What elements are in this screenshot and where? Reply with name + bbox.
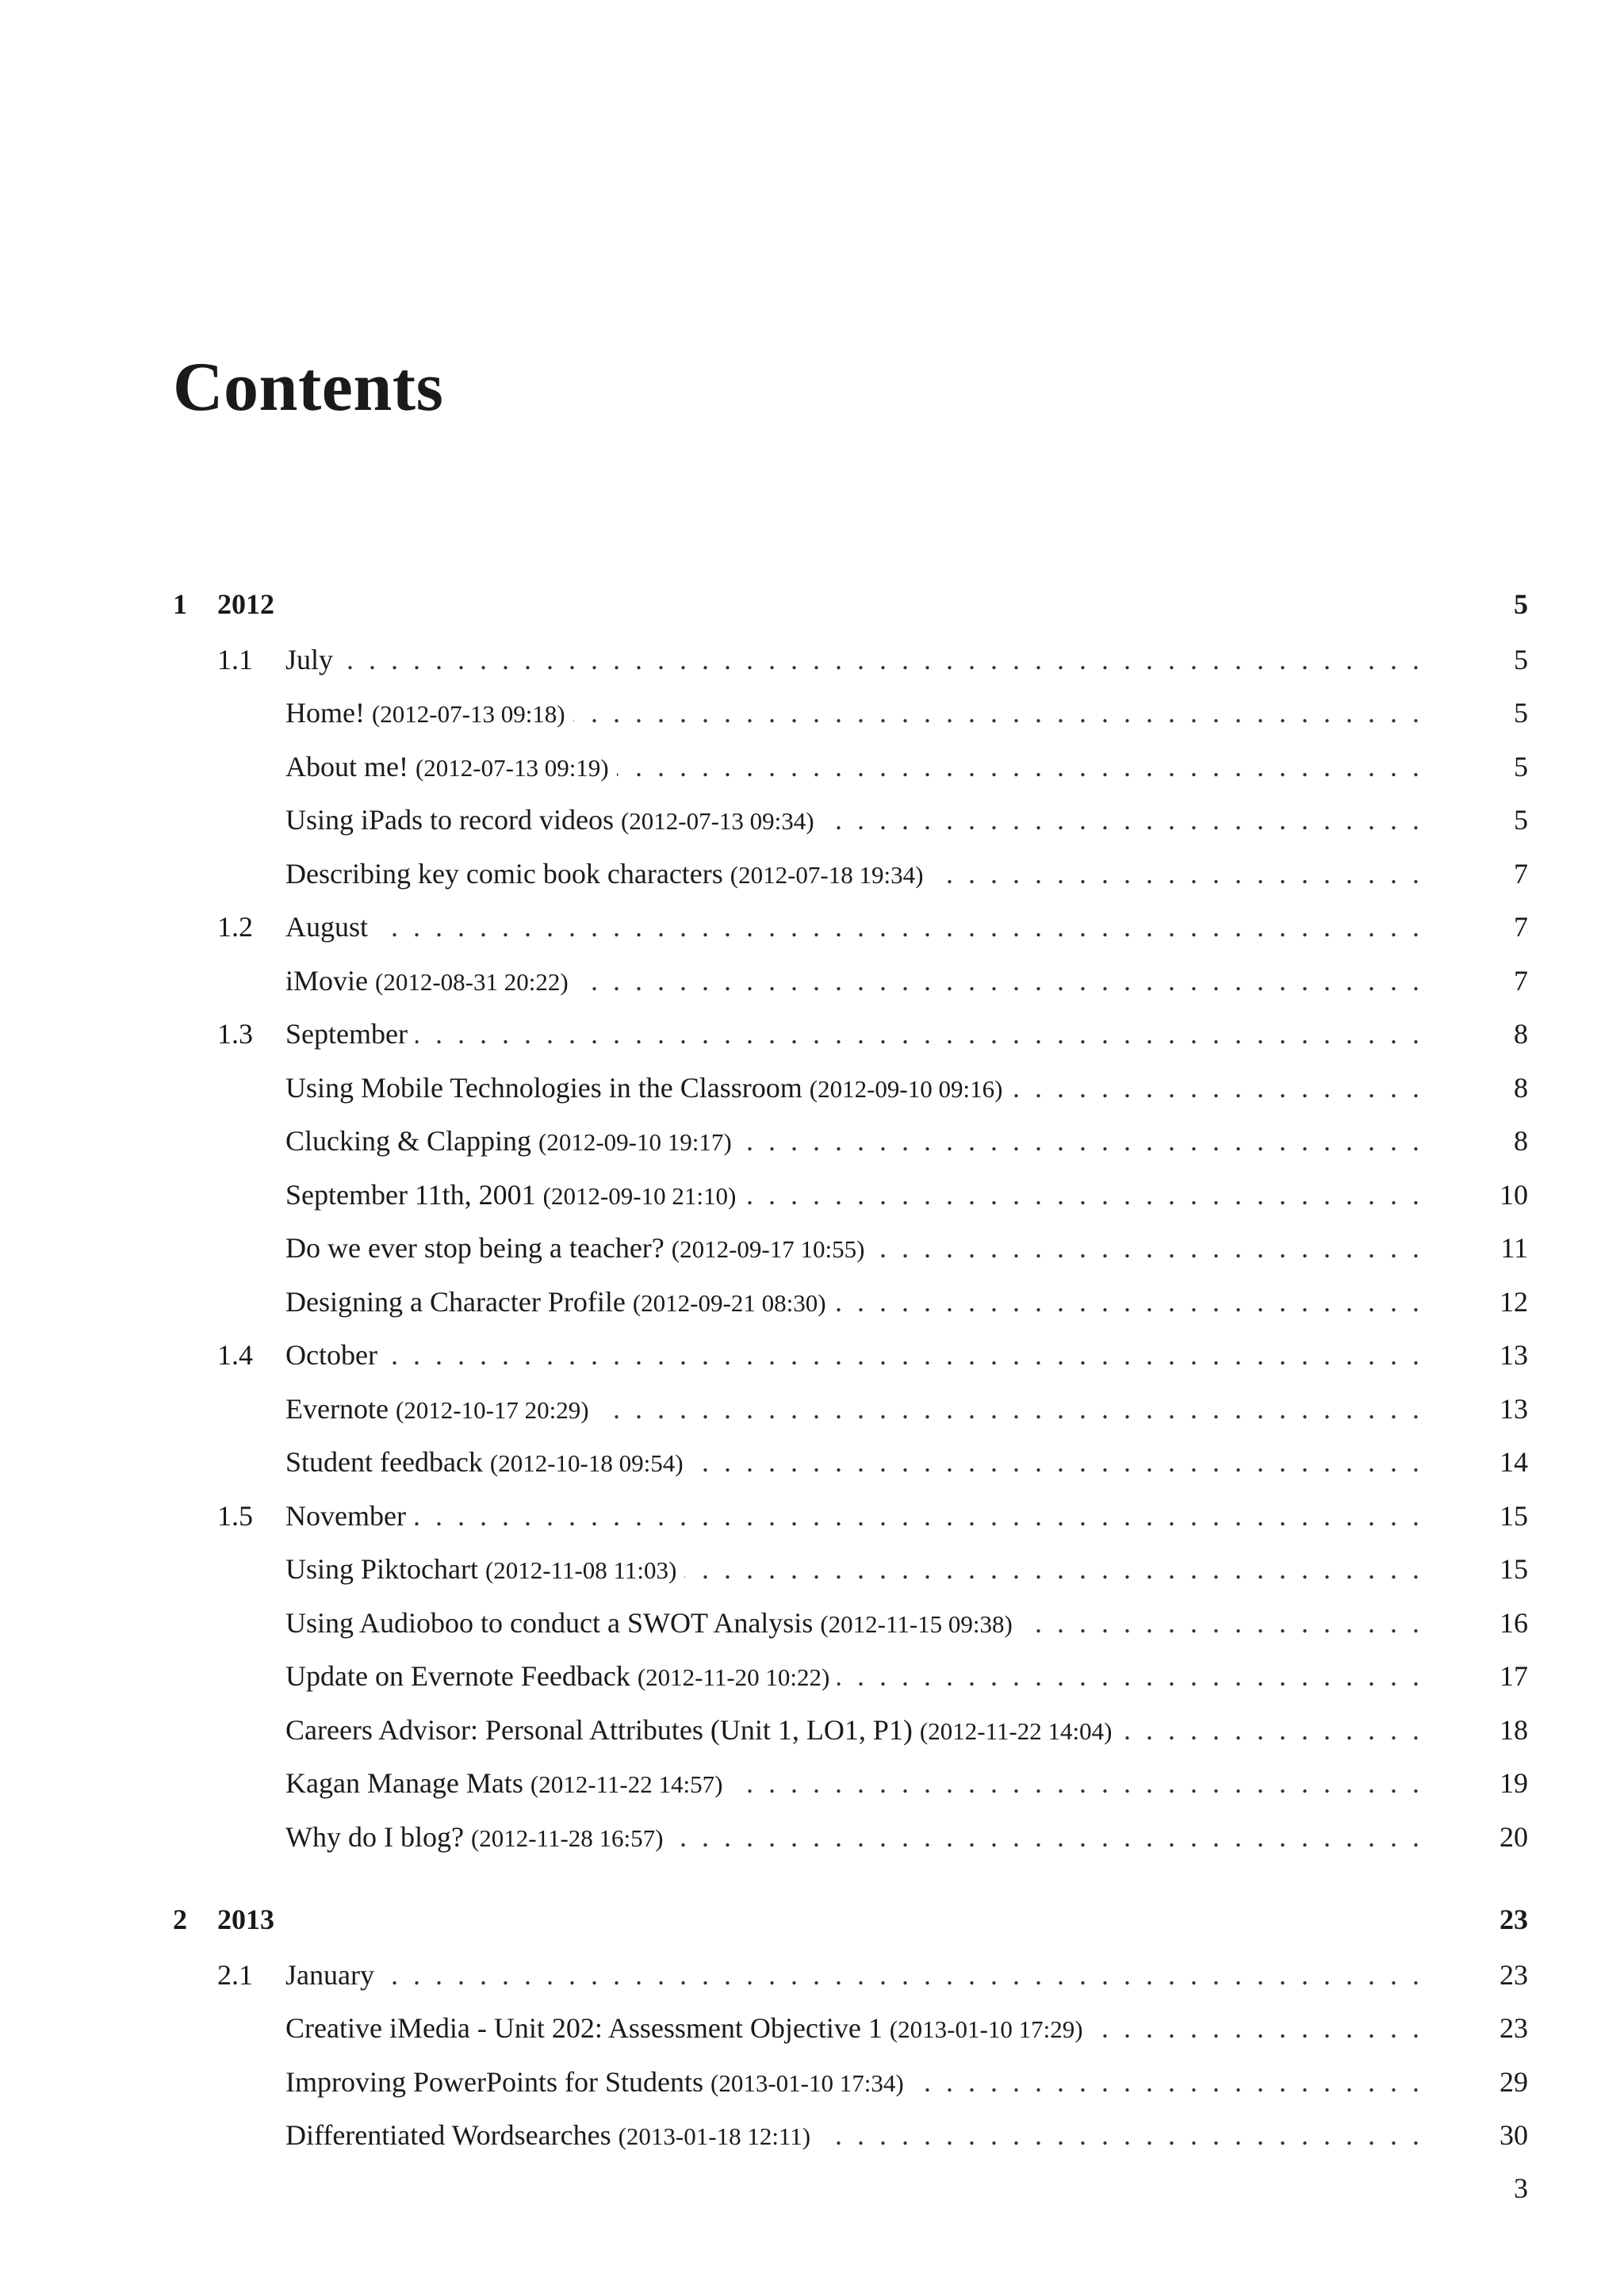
- entry-label: [285, 1223, 864, 1275]
- toc-entry-row: [0, 1812, 1624, 1862]
- toc-entry-row: [0, 1223, 1624, 1273]
- toc-entry-row: [0, 1705, 1624, 1755]
- entry-timestamp: (2012-11-20 10:22): [637, 1663, 830, 1691]
- entry-page-number: 18: [1500, 1713, 1528, 1746]
- entry-timestamp: (2012-09-10 09:16): [809, 1074, 1003, 1103]
- entry-title: Home!: [285, 697, 365, 729]
- section-number: 2.1: [217, 1958, 253, 1991]
- toc-section-row: [0, 1330, 1624, 1380]
- entry-timestamp: (2013-01-18 12:11): [618, 2122, 811, 2150]
- dot-leader: [671, 1812, 1419, 1862]
- toc-section-row: [0, 634, 1624, 685]
- section-title: November: [285, 1499, 406, 1532]
- toc-entry-row: [0, 848, 1624, 899]
- dot-leader: [730, 1758, 1419, 1808]
- toc-chapter-row: [0, 579, 1624, 629]
- entry-page-number: 16: [1500, 1606, 1528, 1639]
- entry-title: Using Audioboo to conduct a SWOT Analysis: [285, 1606, 814, 1639]
- entry-timestamp: (2012-10-18 09:54): [489, 1449, 684, 1477]
- section-page-number: 5: [1514, 643, 1528, 675]
- section-page-number: 7: [1514, 911, 1528, 943]
- chapter-title: 2013: [217, 1904, 274, 1935]
- entry-title: Differentiated Wordsearches: [285, 2119, 611, 2151]
- entry-title: About me!: [285, 750, 408, 783]
- entry-title: Using iPads to record videos: [285, 804, 614, 836]
- section-number: 1.5: [217, 1499, 253, 1532]
- dot-leader: [617, 741, 1419, 792]
- entry-page-number: 19: [1500, 1767, 1528, 1799]
- entry-label: [285, 1276, 826, 1329]
- section-number: 1.2: [217, 911, 253, 943]
- entry-label: [285, 848, 923, 901]
- entry-title: Why do I blog?: [285, 1820, 464, 1853]
- entry-timestamp: (2012-08-31 20:22): [375, 967, 569, 996]
- entry-title: Using Piktochart: [285, 1553, 478, 1585]
- entry-page-number: 13: [1500, 1392, 1528, 1425]
- toc-entry-row: [0, 1062, 1624, 1113]
- dot-leader: [912, 2057, 1419, 2107]
- entry-label: [285, 1651, 829, 1703]
- entry-timestamp: (2012-09-10 19:17): [538, 1128, 732, 1156]
- entry-timestamp: (2012-07-13 09:19): [415, 753, 609, 782]
- entry-label: [285, 741, 609, 794]
- entry-label: [285, 1758, 722, 1810]
- entry-page-number: 15: [1500, 1553, 1528, 1585]
- dot-leader: [872, 1223, 1419, 1273]
- entry-title: Update on Evernote Feedback: [285, 1660, 630, 1692]
- toc-entry-row: [0, 1383, 1624, 1434]
- entry-timestamp: (2012-11-28 16:57): [470, 1823, 664, 1852]
- dot-leader: [837, 1651, 1419, 1701]
- entry-label: [285, 1544, 676, 1596]
- dot-leader: [1010, 1062, 1419, 1113]
- entry-page-number: 30: [1500, 2119, 1528, 2151]
- toc-entry-row: [0, 1598, 1624, 1648]
- entry-label: [285, 2057, 904, 2109]
- toc-chapter-row: [0, 1894, 1624, 1945]
- section-number: 1.1: [217, 643, 253, 675]
- section-title: October: [285, 1339, 377, 1371]
- dot-leader: [818, 2110, 1419, 2160]
- entry-label: [285, 1383, 589, 1436]
- entry-label: [285, 1812, 663, 1864]
- dot-leader: [416, 1008, 1419, 1059]
- entry-timestamp: (2012-11-08 11:03): [485, 1556, 677, 1584]
- entry-page-number: 5: [1514, 804, 1528, 836]
- entry-timestamp: (2012-11-22 14:57): [530, 1770, 723, 1798]
- entry-timestamp: (2012-07-13 09:18): [371, 700, 565, 728]
- toc-entry-row: [0, 2003, 1624, 2053]
- chapter-number: 2: [173, 1904, 187, 1935]
- section-page-number: 13: [1500, 1339, 1528, 1371]
- entry-label: [285, 1598, 1013, 1650]
- entry-label: [285, 1705, 1112, 1757]
- toc-entry-row: [0, 955, 1624, 1006]
- entry-label: [285, 794, 814, 847]
- entry-label: [285, 2110, 810, 2162]
- entry-page-number: 10: [1500, 1178, 1528, 1211]
- entry-timestamp: (2012-07-13 09:34): [620, 807, 814, 835]
- section-page-number: 23: [1500, 1958, 1528, 1991]
- dot-leader: [597, 1383, 1419, 1434]
- section-page-number: 8: [1514, 1018, 1528, 1050]
- dot-leader: [1091, 2003, 1419, 2053]
- toc-entry-row: [0, 1758, 1624, 1808]
- entry-page-number: 7: [1514, 964, 1528, 997]
- entry-page-number: 14: [1500, 1446, 1528, 1478]
- entry-timestamp: (2012-09-21 08:30): [632, 1288, 826, 1317]
- toc-entry-row: [0, 1544, 1624, 1594]
- entry-label: [285, 2003, 1083, 2055]
- entry-page-number: 8: [1514, 1071, 1528, 1104]
- dot-leader: [691, 1437, 1419, 1487]
- entry-title: Evernote: [285, 1392, 389, 1425]
- chapter-title: 2012: [217, 588, 274, 620]
- toc-entry-row: [0, 794, 1624, 845]
- section-number: 1.3: [217, 1018, 253, 1050]
- entry-label: [285, 1437, 684, 1489]
- dot-leader: [341, 634, 1419, 685]
- chapter-page-number: 23: [1500, 1904, 1528, 1935]
- toc-entry-row: [0, 1115, 1624, 1166]
- entry-page-number: 12: [1500, 1285, 1528, 1318]
- entry-page-number: 5: [1514, 750, 1528, 783]
- entry-timestamp: (2012-09-17 10:55): [671, 1235, 865, 1263]
- toc-entry-row: [0, 2057, 1624, 2107]
- entry-title: Careers Advisor: Personal Attributes (Unit 1, LO1, P1): [285, 1713, 913, 1746]
- entry-page-number: 23: [1500, 2012, 1528, 2044]
- dot-leader: [576, 955, 1419, 1006]
- entry-label: [285, 1115, 732, 1168]
- entry-title: September 11th, 2001: [285, 1178, 536, 1211]
- dot-leader: [822, 794, 1419, 845]
- dot-leader: [834, 1276, 1419, 1327]
- dot-leader: [740, 1115, 1419, 1166]
- section-page-number: 15: [1500, 1499, 1528, 1532]
- entry-label: [285, 955, 569, 1008]
- chapter-number: 1: [173, 588, 187, 620]
- entry-timestamp: (2012-09-10 21:10): [542, 1181, 737, 1210]
- toc-entry-row: [0, 1651, 1624, 1701]
- entry-page-number: 8: [1514, 1125, 1528, 1157]
- entry-label: [285, 1169, 736, 1222]
- toc-entry-row: [0, 1276, 1624, 1327]
- footer-page-number: 3: [1514, 2172, 1528, 2204]
- chapter-page-number: 5: [1514, 588, 1528, 620]
- toc-section-row: [0, 1950, 1624, 2000]
- entry-page-number: 20: [1500, 1820, 1528, 1853]
- section-number: 1.4: [217, 1339, 253, 1371]
- section-title: January: [285, 1958, 374, 1991]
- dot-leader: [684, 1544, 1419, 1594]
- toc-section-row: [0, 1008, 1624, 1059]
- entry-title: Describing key comic book characters: [285, 857, 723, 890]
- toc-section-row: [0, 901, 1624, 952]
- entry-label: [285, 1062, 1002, 1115]
- dot-leader: [931, 848, 1419, 899]
- entry-page-number: 29: [1500, 2065, 1528, 2098]
- dot-leader: [376, 901, 1419, 952]
- entry-title: Using Mobile Technologies in the Classroom: [285, 1071, 802, 1104]
- entry-label: [285, 687, 565, 740]
- section-title: July: [285, 643, 334, 675]
- dot-leader: [382, 1950, 1419, 2000]
- entry-page-number: 5: [1514, 697, 1528, 729]
- entry-timestamp: (2013-01-10 17:29): [889, 2015, 1083, 2043]
- dot-leader: [414, 1490, 1419, 1541]
- dot-leader: [385, 1330, 1419, 1380]
- page-title: Contents: [173, 349, 444, 426]
- section-title: September: [285, 1018, 408, 1050]
- toc-section-row: [0, 1490, 1624, 1541]
- dot-leader: [1120, 1705, 1419, 1755]
- entry-title: Kagan Manage Mats: [285, 1767, 523, 1799]
- entry-timestamp: (2012-10-17 20:29): [395, 1395, 589, 1424]
- section-title: August: [285, 911, 369, 943]
- entry-title: Creative iMedia - Unit 202: Assessment Objective 1: [285, 2012, 883, 2044]
- entry-title: Designing a Character Profile: [285, 1285, 626, 1318]
- toc-entry-row: [0, 2110, 1624, 2160]
- entry-title: iMovie: [285, 964, 368, 997]
- entry-page-number: 7: [1514, 857, 1528, 890]
- toc-entry-row: [0, 1169, 1624, 1220]
- toc-entry-row: [0, 741, 1624, 792]
- dot-leader: [744, 1169, 1419, 1220]
- entry-timestamp: (2012-11-22 14:04): [919, 1716, 1113, 1745]
- entry-title: Do we ever stop being a teacher?: [285, 1232, 665, 1264]
- dot-leader: [573, 687, 1419, 738]
- entry-title: Improving PowerPoints for Students: [285, 2065, 703, 2098]
- entry-title: Student feedback: [285, 1446, 483, 1478]
- dot-leader: [1021, 1598, 1419, 1648]
- entry-title: Clucking & Clapping: [285, 1125, 531, 1157]
- toc-entry-row: [0, 1437, 1624, 1487]
- toc-entry-row: [0, 687, 1624, 738]
- entry-timestamp: (2013-01-10 17:34): [710, 2068, 904, 2097]
- entry-timestamp: (2012-07-18 19:34): [730, 860, 924, 889]
- entry-page-number: 17: [1500, 1660, 1528, 1692]
- entry-page-number: 11: [1500, 1232, 1528, 1264]
- entry-timestamp: (2012-11-15 09:38): [820, 1609, 1013, 1638]
